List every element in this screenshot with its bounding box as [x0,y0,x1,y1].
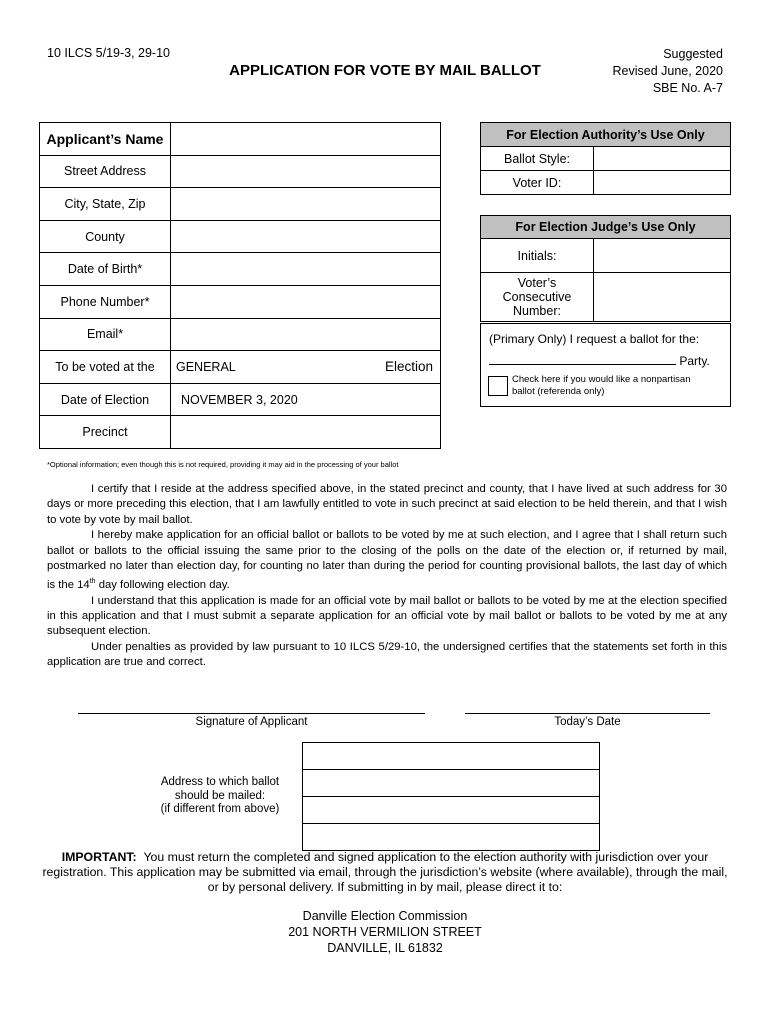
judge-box-title: For Election Judge’s Use Only [481,216,731,239]
party-line-row [489,353,710,368]
statute-reference: 10 ILCS 5/19-3, 29-10 [47,46,170,60]
phone-number-field[interactable] [171,285,441,318]
return-address-line-3: DANVILLE, IL 61832 [327,941,443,955]
mailing-address-line-1[interactable] [303,743,600,770]
suggested-label: Suggested [663,47,723,61]
important-text: You must return the completed and signed application to the election authority with jurisdiction over your registration. This application may be submitted via email, through the jurisdiction’s website (where available), through the mail, or by personal delivery. If submitting in by mail, please direct it to: [42,850,728,894]
form-title: APPLICATION FOR VOTE BY MAIL BALLOT [229,62,541,79]
signature-line[interactable] [78,713,425,714]
revised-date: Revised June, 2020 [612,64,723,78]
voter-consecutive-number-label: Voter’s Consecutive Number: [481,273,594,322]
party-input-line[interactable] [489,353,676,365]
voted-at-label: To be voted at the [40,351,171,384]
certification-text [47,482,727,671]
voter-id-field[interactable] [594,171,731,195]
city-state-zip-label: City, State, Zip [40,188,171,221]
certification-paragraph-1: I certify that I reside at the address specified above, in the stated precinct and county, that I have lived at such address for 30 days or more preceding this election, that I am lawfully entitled to vote in such precinct at said election to be held therein, and that I wish to vote by vote by mail ballot. [47,483,727,526]
email-field[interactable] [171,318,441,351]
city-state-zip-field[interactable] [171,188,441,221]
nonpartisan-checkbox[interactable] [488,376,508,396]
ballot-style-label: Ballot Style: [481,147,594,171]
date-of-election-field[interactable]: NOVEMBER 3, 2020 [171,383,441,416]
form-revision-block [613,46,724,97]
election-type-field[interactable] [171,351,441,384]
election-judge-box [480,215,731,322]
applicant-name-field[interactable] [171,123,441,156]
phone-number-label: Phone Number* [40,285,171,318]
important-prefix: IMPORTANT: [61,850,137,864]
signature-label: Signature of Applicant [195,716,308,728]
return-address [0,908,770,956]
precinct-field[interactable] [171,416,441,449]
date-of-birth-field[interactable] [171,253,441,286]
certification-paragraph-2: I hereby make application for an official ballot or ballots to be voted by me at such election, and I agree that I shall return such ballot or ballots to the official issuing the same prior to the closing of the polls on the date of the election or, if returned by mail, postmarked no later than election day, for counting no later than during the period for counting provisional ballots, the last day of which is the 14th day following election day. [47,529,727,592]
applicant-info-table [39,122,441,449]
certification-paragraph-3: I understand that this application is made for an official vote by mail ballot or ballots to be voted by me at the election specified in this application and that I must submit a separate application for an official vote by mail ballot or ballots to be voted by me at any subsequent election. [47,594,727,638]
todays-date-line[interactable] [465,713,710,714]
county-field[interactable] [171,220,441,253]
form-number: SBE No. A-7 [652,81,723,95]
election-type-value: GENERAL [176,359,236,374]
return-address-line-2: 201 NORTH VERMILION STREET [288,925,482,939]
street-address-field[interactable] [171,155,441,188]
mailing-address-line-3[interactable] [303,797,600,824]
precinct-label: Precinct [40,416,171,449]
ballot-style-field[interactable] [594,147,731,171]
optional-info-footnote: *Optional information; even though this is not required, providing it may aid in the processing of your ballot [47,460,399,469]
important-notice [40,850,730,895]
mailing-address-label: Address to which ballot should be mailed: (if different from above) [160,776,280,815]
party-label: Party. [679,354,710,368]
primary-ballot-box [480,323,731,407]
nonpartisan-checkbox-label: Check here if you would like a nonpartisan ballot (referenda only) [512,374,691,397]
return-address-line-1: Danville Election Commission [302,909,468,923]
election-authority-box [480,122,731,195]
initials-label: Initials: [481,239,594,273]
primary-request-text: (Primary Only) I request a ballot for the: [489,332,700,346]
todays-date-label: Today’s Date [554,716,621,728]
email-label: Email* [40,318,171,351]
voter-id-label: Voter ID: [481,171,594,195]
applicant-name-label: Applicant’s Name [40,123,171,156]
date-of-election-label: Date of Election [40,383,171,416]
mailing-address-line-4[interactable] [303,824,600,851]
mailing-address-table [302,742,600,851]
initials-field[interactable] [594,239,731,273]
date-of-birth-label: Date of Birth* [40,253,171,286]
election-word: Election [384,359,433,375]
voter-consecutive-number-field[interactable] [594,273,731,322]
county-label: County [40,220,171,253]
mailing-address-line-2[interactable] [303,770,600,797]
authority-box-title: For Election Authority’s Use Only [481,123,731,147]
certification-paragraph-4: Under penalties as provided by law pursuant to 10 ILCS 5/29-10, the undersigned certifies that the statements set forth in this application are true and correct. [47,640,727,669]
street-address-label: Street Address [40,155,171,188]
